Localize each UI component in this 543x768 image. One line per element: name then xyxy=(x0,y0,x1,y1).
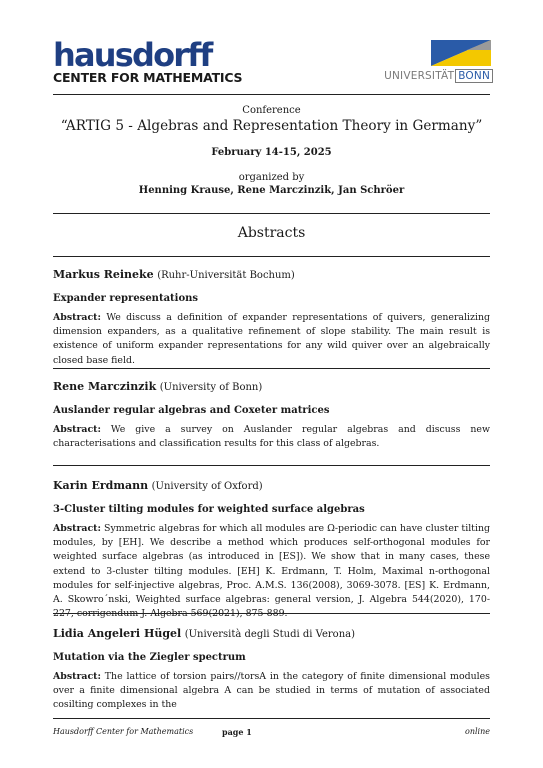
divider xyxy=(53,465,490,466)
talk-abstract xyxy=(53,522,490,621)
conference-label: Conference xyxy=(242,105,301,116)
abstract-text: We give a survey on Auslander regular algebras and discuss new characterisations and classification results for this class of algebras. xyxy=(53,424,490,450)
university-prefix: UNIVERSITÄT xyxy=(384,70,455,82)
header-rule xyxy=(53,94,490,95)
divider xyxy=(53,213,490,214)
organizers: Henning Krause, Rene Marczinzik, Jan Schröer xyxy=(138,185,405,196)
abstract-label: Abstract: xyxy=(53,523,101,534)
talk-title: Auslander regular algebras and Coxeter matrices xyxy=(53,405,330,416)
speaker-affiliation: (University of Oxford) xyxy=(151,481,263,492)
abstract-text: Symmetric algebras for which all modules are Ω-periodic can have cluster tilting modules, by [EH]. We describe a method which produces self-orthogonal modules for weighted surface algebras (as introduced in [ES]). We show that in many cases, these extend to 3-cluster tilting modules. [EH] K. Erdmann, T. Holm, Maximal n-orthogonal modules for self-injective algebras, Proc. A.M.S. 136(2008), 3069-3078. [ES] K. Erdmann, A. Skowro´nski, Weighted surface algebras: general version, J. Algebra 544(2020), 170-227, corrigendum J. Algebra 569(2021), 875-889. xyxy=(53,523,490,620)
abstract-text: The lattice of torsion pairs//torsA in the category of finite dimensional modules over a finite dimensional algebra A can be studied in terms of mutation of associated cosilting complexes in the xyxy=(53,671,490,711)
abstract-text: We discuss a definition of expander representations of quivers, generalizing dimension expanders, as a qualitative refinement of slope stability. The main result is existence of uniform expander representations for any wild quiver over an algebraically closed base field. xyxy=(53,312,490,366)
footer-left: Hausdorff Center for Mathematics xyxy=(53,727,194,736)
talk-entry xyxy=(53,479,490,621)
conference-date: February 14-15, 2025 xyxy=(211,147,332,158)
footer-rule xyxy=(53,718,490,719)
talk-title: 3-Cluster tilting modules for weighted surface algebras xyxy=(53,504,365,515)
talk-abstract xyxy=(53,423,490,451)
university-bonn: BONN xyxy=(455,69,493,83)
divider xyxy=(53,368,490,369)
organized-by-label: organized by xyxy=(238,172,305,183)
talk-abstract xyxy=(53,311,490,368)
speaker-line xyxy=(53,627,490,640)
divider xyxy=(53,613,490,614)
talk-entry xyxy=(53,627,490,713)
speaker-line xyxy=(53,479,490,492)
talk-entry xyxy=(53,380,490,451)
speaker-name: Rene Marczinzik xyxy=(53,380,157,393)
talk-entry xyxy=(53,268,490,368)
speaker-line xyxy=(53,380,490,393)
speaker-name: Lidia Angeleri Hügel xyxy=(53,627,182,640)
talk-title: Expander representations xyxy=(53,293,199,304)
divider xyxy=(53,256,490,257)
university-bonn-logo xyxy=(384,38,493,82)
hausdorff-logo xyxy=(53,36,243,85)
page-number: page 1 xyxy=(222,727,252,737)
speaker-affiliation: (Università degli Studi di Verona) xyxy=(184,629,355,640)
footer-right: online xyxy=(465,727,490,736)
speaker-affiliation: (Ruhr-Universität Bochum) xyxy=(157,270,295,281)
university-name xyxy=(384,70,493,82)
logo-subtitle: CENTER FOR MATHEMATICS xyxy=(53,70,243,85)
talk-title: Mutation via the Ziegler spectrum xyxy=(53,652,246,663)
speaker-affiliation: (University of Bonn) xyxy=(159,382,263,393)
speaker-name: Markus Reineke xyxy=(53,268,154,281)
abstract-label: Abstract: xyxy=(53,671,101,682)
section-title: Abstracts xyxy=(237,225,306,241)
bonn-emblem-icon xyxy=(429,38,493,68)
abstract-label: Abstract: xyxy=(53,424,101,435)
conference-title: “ARTIG 5 - Algebras and Representation Theory in Germany” xyxy=(60,118,483,134)
abstract-label: Abstract: xyxy=(53,312,101,323)
talk-abstract xyxy=(53,670,490,713)
logo-wordmark: hausdorff xyxy=(53,36,212,74)
speaker-name: Karin Erdmann xyxy=(53,479,149,492)
speaker-line xyxy=(53,268,490,281)
